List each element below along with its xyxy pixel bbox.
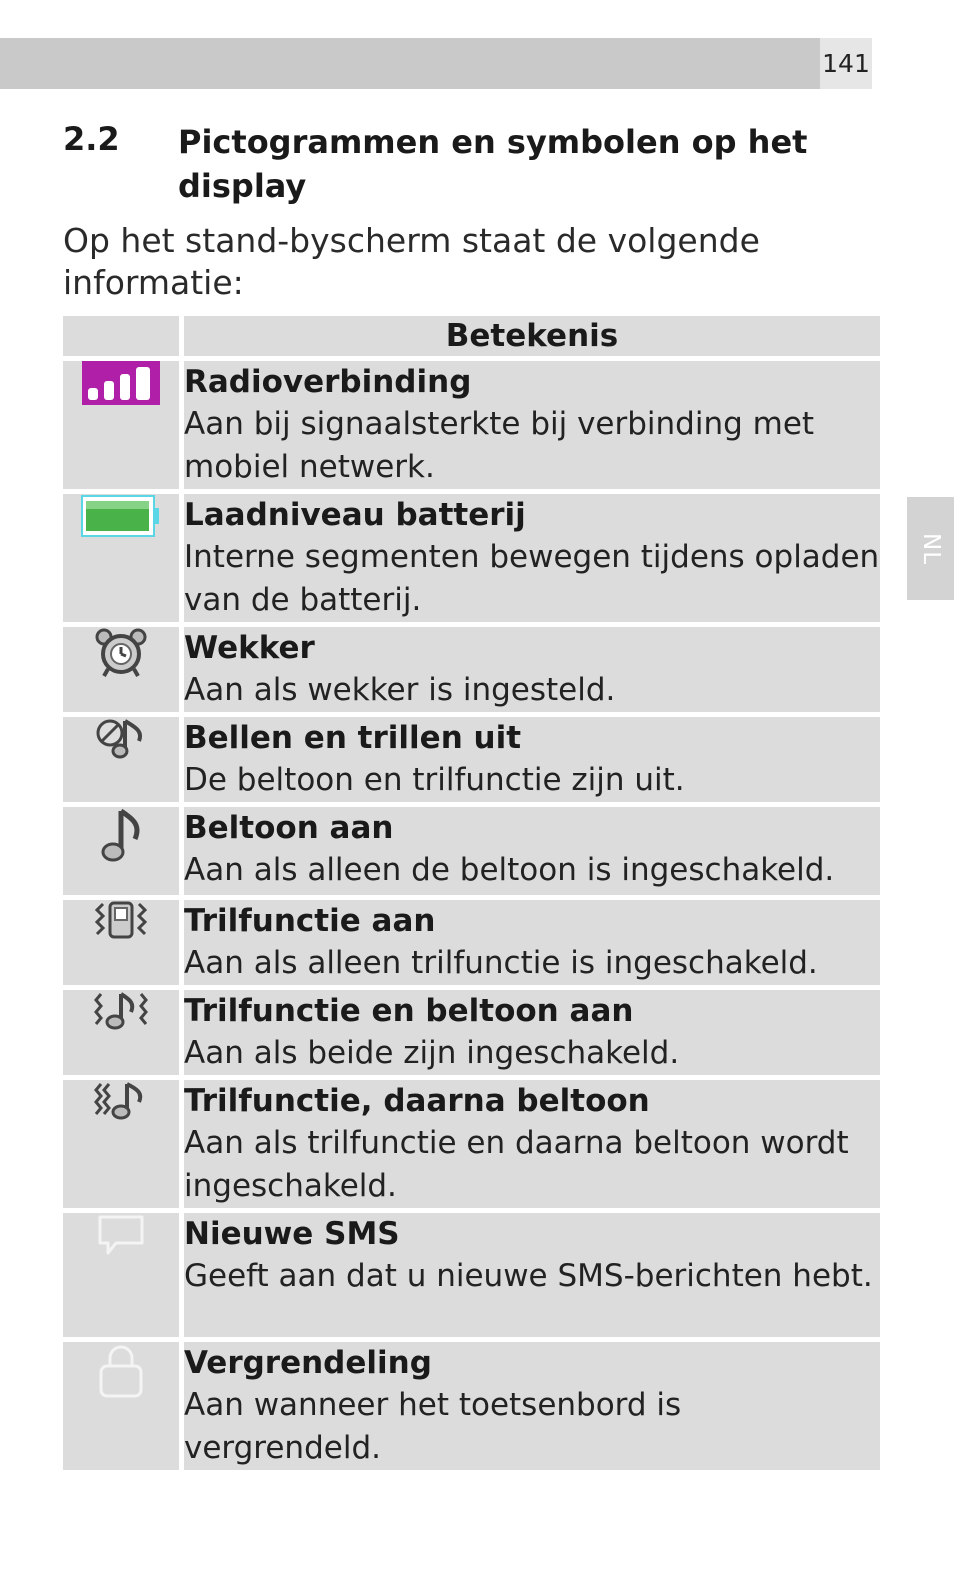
row-title: Vergrendeling xyxy=(184,1345,432,1381)
row-description: Aan bij signaalsterkte bij verbinding met mobiel netwerk. xyxy=(184,406,815,485)
table-row xyxy=(63,717,880,802)
language-tab xyxy=(907,497,954,600)
table-row xyxy=(63,900,880,985)
table-row xyxy=(63,807,880,895)
page-number: 141 xyxy=(820,38,872,89)
table-row xyxy=(63,361,880,489)
row-title: Trilfunctie en beltoon aan xyxy=(184,993,634,1029)
row-title: Laadniveau batterij xyxy=(184,497,526,533)
meaning-column-header: Betekenis xyxy=(184,316,880,356)
row-description: Aan als trilfunctie en daarna beltoon wordt ingeschakeld. xyxy=(184,1125,849,1204)
ring-vibrate-off-icon xyxy=(95,717,147,761)
row-description: Aan als wekker is ingesteld. xyxy=(184,672,616,708)
row-description: Geeft aan dat u nieuwe SMS-berichten hebt. xyxy=(184,1258,873,1294)
header-bar xyxy=(0,38,820,89)
row-title: Trilfunctie, daarna beltoon xyxy=(184,1083,650,1119)
row-description: Aan als alleen de beltoon is ingeschakeld. xyxy=(184,852,835,888)
table-row xyxy=(63,1213,880,1337)
signal-strength-icon xyxy=(82,361,160,405)
vibrate-icon xyxy=(93,900,149,940)
ringtone-icon xyxy=(99,807,143,863)
table-row xyxy=(63,990,880,1075)
table-row xyxy=(63,494,880,622)
vibrate-and-ring-icon xyxy=(93,990,149,1032)
icon-table xyxy=(63,311,880,1475)
row-title: Radioverbinding xyxy=(184,364,472,400)
row-description: Interne segmenten bewegen tijdens opladen van de batterij. xyxy=(184,539,880,618)
table-row xyxy=(63,1080,880,1208)
table-row xyxy=(63,1342,880,1470)
row-description: Aan als alleen trilfunctie is ingeschakeld. xyxy=(184,945,818,981)
row-title: Beltoon aan xyxy=(184,810,394,846)
language-tab-label: NL xyxy=(917,532,944,565)
section-number: 2.2 xyxy=(63,120,120,158)
new-sms-icon xyxy=(96,1213,146,1257)
alarm-clock-icon xyxy=(94,627,148,679)
row-description: Aan als beide zijn ingeschakeld. xyxy=(184,1035,680,1071)
row-title: Nieuwe SMS xyxy=(184,1216,400,1252)
keypad-lock-icon xyxy=(97,1342,145,1400)
vibrate-then-ring-icon xyxy=(93,1080,149,1122)
row-title: Wekker xyxy=(184,630,315,666)
battery-icon xyxy=(81,494,161,538)
row-title: Trilfunctie aan xyxy=(184,903,436,939)
table-header-row xyxy=(63,316,880,356)
table-row xyxy=(63,627,880,712)
intro-text: Op het stand-byscherm staat de volgende informatie: xyxy=(63,221,760,302)
row-description: De beltoon en trilfunctie zijn uit. xyxy=(184,762,685,798)
icon-column-header xyxy=(63,316,184,356)
section-title: Pictogrammen en symbolen op het display xyxy=(178,123,808,205)
row-title: Bellen en trillen uit xyxy=(184,720,522,756)
row-description: Aan wanneer het toetsenbord is vergrendeld. xyxy=(184,1387,682,1466)
